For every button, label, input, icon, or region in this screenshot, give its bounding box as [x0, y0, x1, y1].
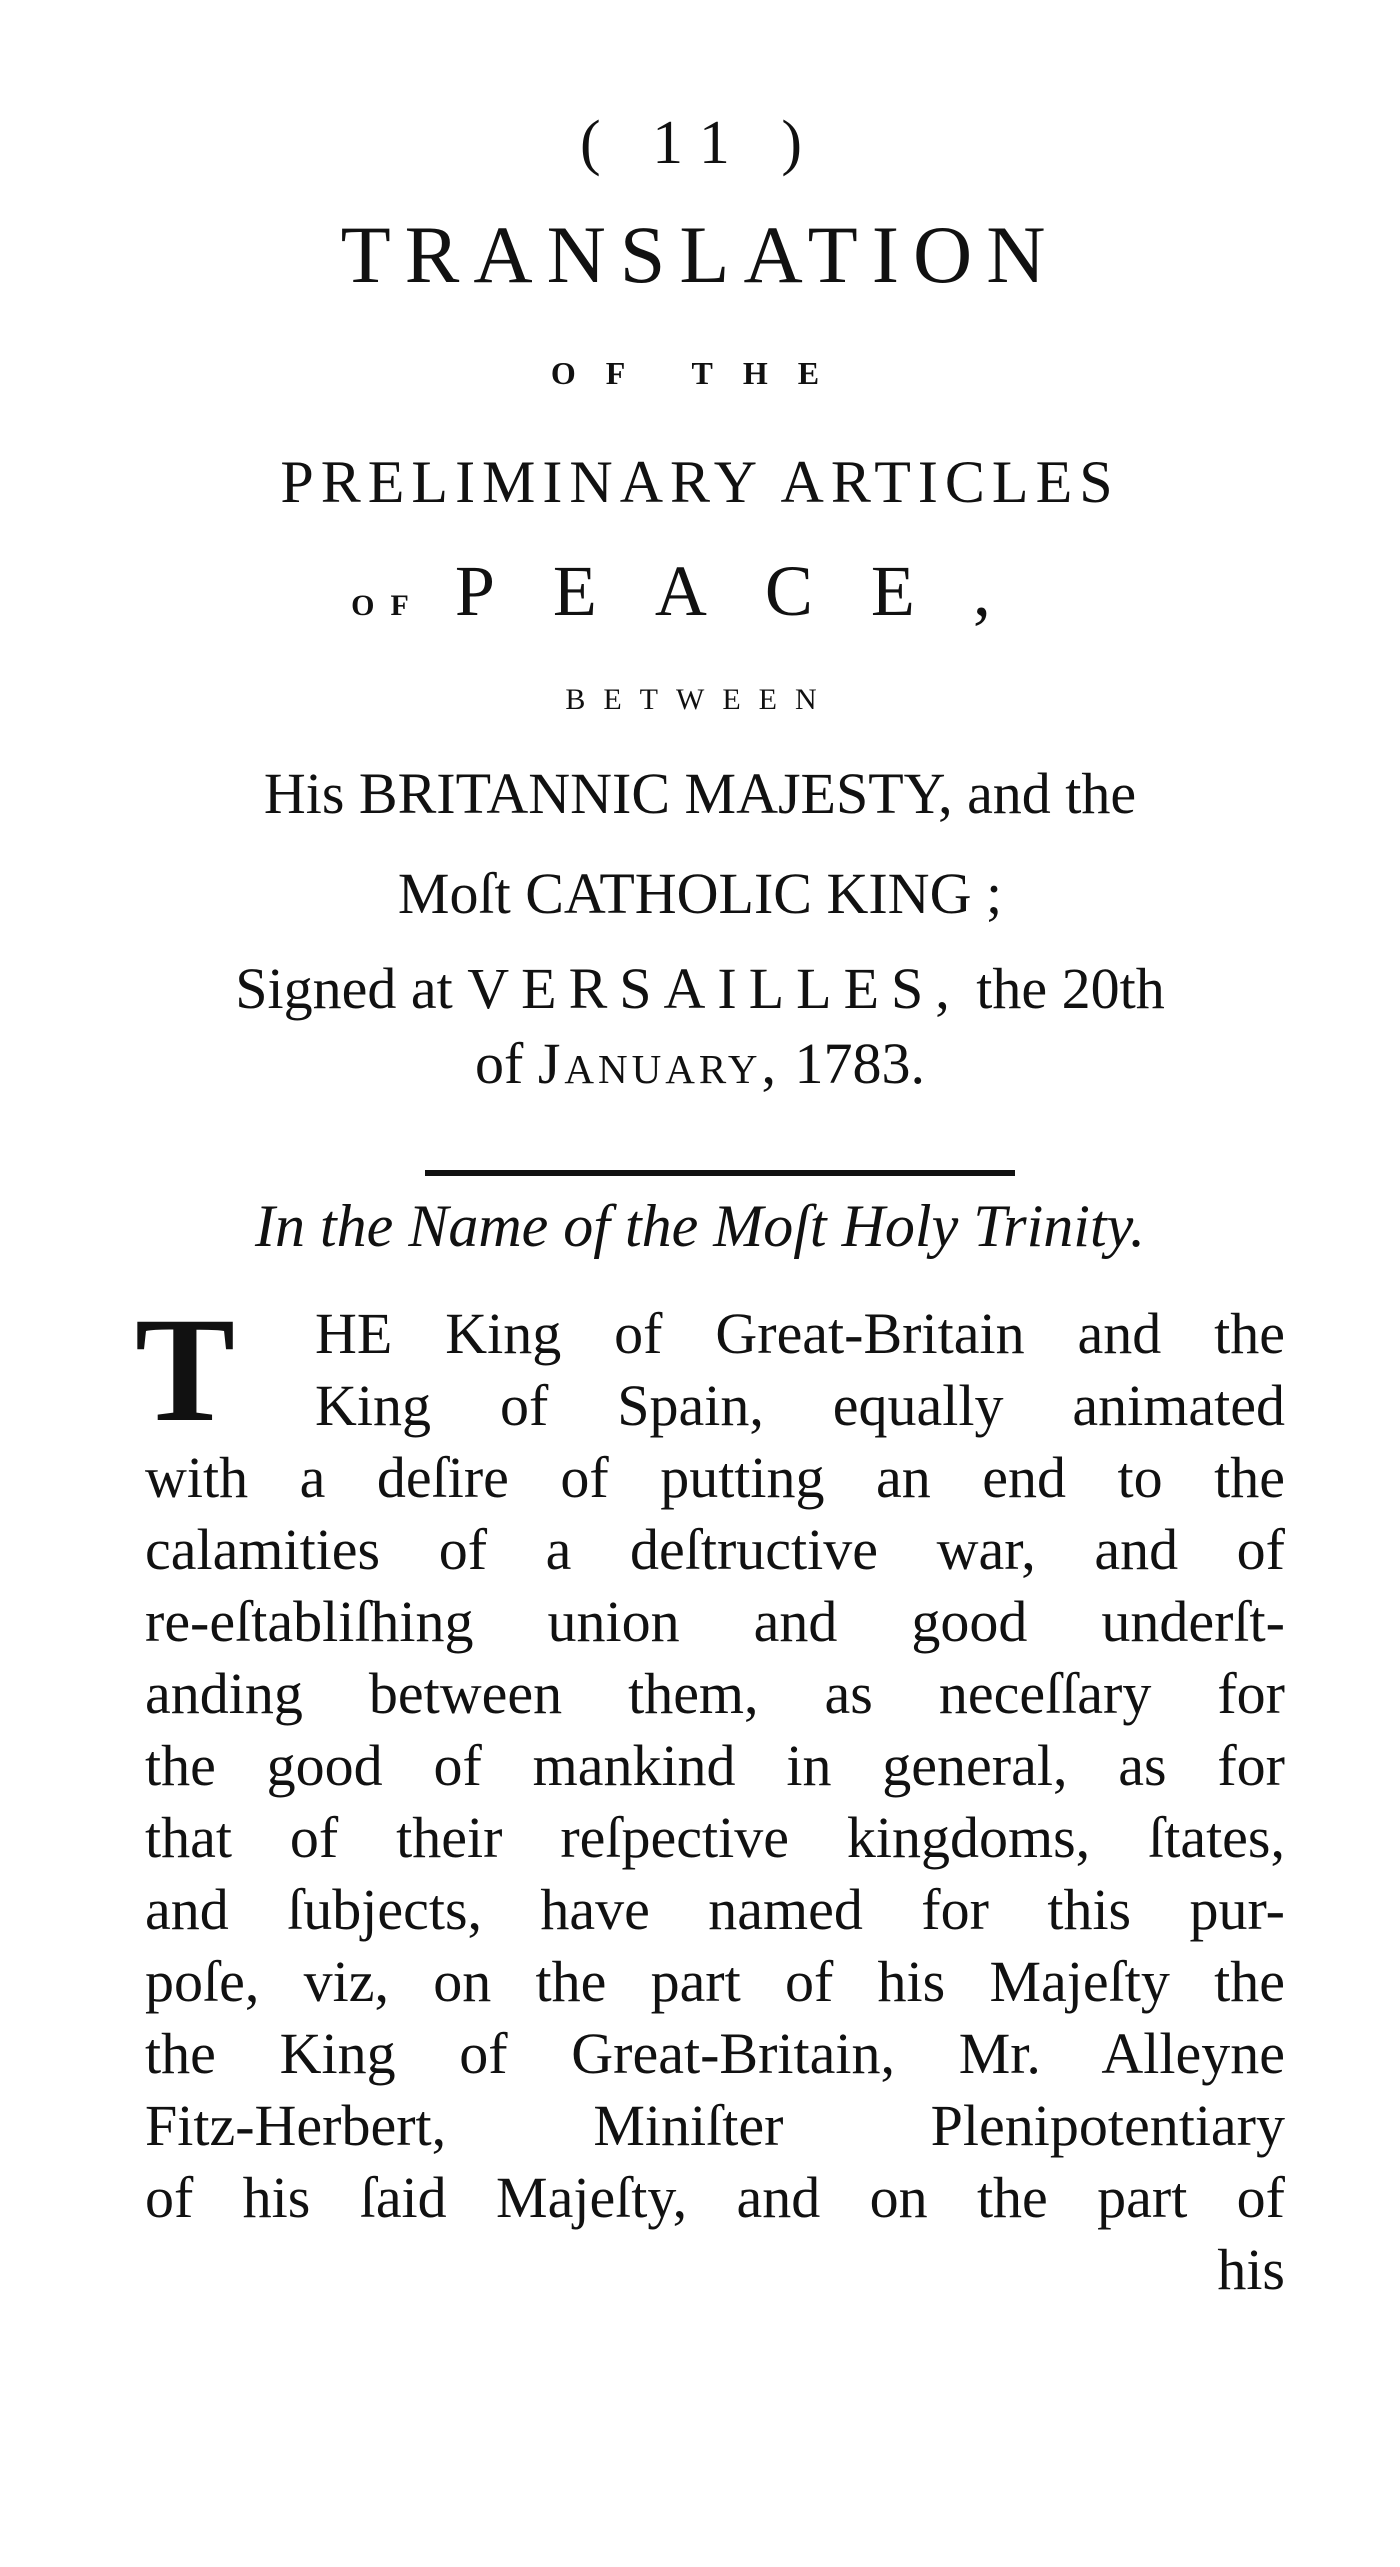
date-month: January,	[537, 1031, 781, 1096]
body-line: the good of mankind in general, as for	[145, 1733, 1285, 1798]
page-number: ( 11 )	[580, 109, 820, 177]
of-word: OF	[351, 589, 425, 622]
signed-place: VERSAILLES,	[467, 956, 962, 1021]
parties-line-2: Moſt CATHOLIC KING ;	[397, 861, 1003, 926]
date-line	[0, 1030, 1400, 1097]
body-line: and ſubjects, have named for this pur-	[145, 1877, 1285, 1942]
signed-suffix: the 20th	[976, 956, 1165, 1021]
drop-cap: T	[135, 1287, 236, 1453]
body-line: re-eſtabliſhing union and good underſt-	[145, 1589, 1285, 1654]
body-line: with a deſire of putting an end to the	[145, 1445, 1285, 1510]
title-connector: OF THE	[550, 355, 850, 391]
body-paragraph	[135, 1287, 1285, 2306]
body-line: the King of Great-Britain, Mr. Alleyne	[145, 2021, 1285, 2086]
peace-word: PEACE,	[454, 551, 1049, 631]
between-word: BETWEEN	[565, 683, 835, 716]
body-line: of his ſaid Majeſty, and on the part of	[145, 2165, 1285, 2230]
body-line: poſe, viz, on the part of his Majeſty the	[145, 1949, 1285, 2014]
body-line: anding between them, as neceſſary for	[145, 1661, 1285, 1726]
of-peace-line	[0, 550, 1400, 633]
subtitle: PRELIMINARY ARTICLES	[280, 449, 1120, 515]
date-year: 1783.	[794, 1031, 926, 1096]
date-of: of	[474, 1031, 524, 1096]
body-line: calamities of a deſtructive war, and of	[145, 1517, 1285, 1582]
signed-line	[0, 955, 1400, 1022]
page-title: TRANSLATION	[340, 209, 1060, 300]
invocation: In the Name of the Moſt Holy Trinity.	[255, 1193, 1145, 1259]
signed-prefix: Signed at	[235, 956, 453, 1021]
body-line: that of their reſpective kingdoms, ſtates,	[145, 1805, 1285, 1870]
divider-rule	[425, 1170, 1015, 1176]
parties-line-1: His BRITANNIC MAJESTY, and the	[263, 761, 1137, 826]
body-line: Fitz-Herbert, Miniſter Plenipotentiary	[145, 2093, 1285, 2158]
catchword: his	[1217, 2237, 1285, 2302]
body-line: King of Spain, equally animated	[315, 1373, 1285, 1438]
body-line: HE King of Great-Britain and the	[315, 1301, 1285, 1366]
